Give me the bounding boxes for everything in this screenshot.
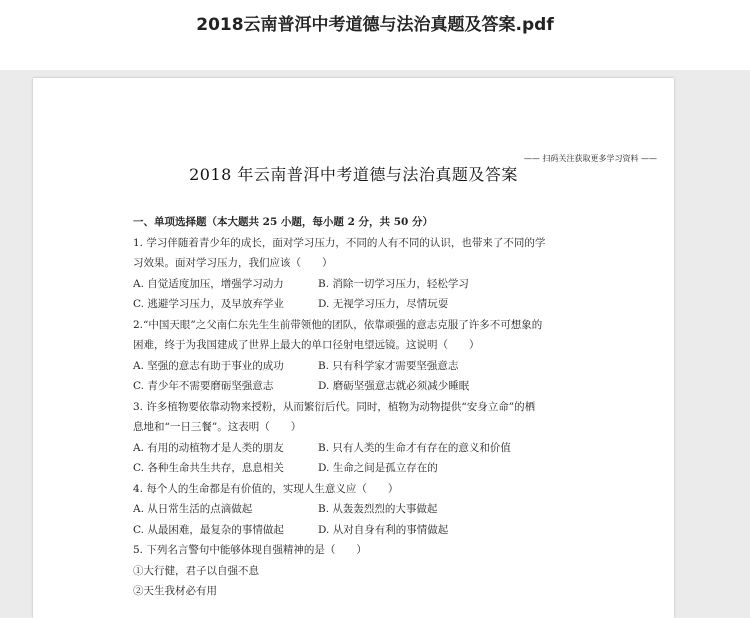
option-d: D. 生命之间是孤立存在的 [318,462,438,474]
question-5-line-1: 5. 下列名言警句中能够体现自强精神的是（ ） [133,544,367,556]
question-2-line-2: 困难，终于为我国建成了世界上最大的单口径射电望远镜。这说明（ ） [133,339,480,351]
option-a: A. 自觉适度加压，增强学习动力 [133,277,284,290]
question-3-line-2: 息地和“一日三餐”。这表明（ ） [133,421,302,433]
option-b: B. 消除一切学习压力，轻松学习 [318,277,469,290]
question-4-options-ab [133,499,633,520]
question-3-options-cd [133,458,633,479]
option-c: C. 从最困难，最复杂的事情做起 [133,523,284,536]
question-3-options-ab [133,438,633,459]
document-page [33,78,674,618]
question-5-item-1: ①大行健，君子以自强不息 [133,564,259,577]
question-4-line-1: 4. 每个人的生命都是有价值的，实现人生意义应（ ） [133,482,399,495]
option-a: A. 坚强的意志有助于事业的成功 [133,359,284,372]
option-c: C. 各种生命共生共存，息息相关 [133,462,284,474]
question-1-options-ab [133,274,633,295]
option-b: B. 只有人类的生命才有存在的意义和价值 [318,441,511,454]
question-1-line-2: 习效果。面对学习压力，我们应该（ ） [133,257,333,269]
option-d: D. 无视学习压力，尽情玩耍 [318,298,449,310]
document-content [133,212,633,602]
question-1-line-1: 1. 学习伴随着青少年的成长，面对学习压力，不同的人有不同的认识，也带来了不同的学 [133,236,546,249]
question-5-item-2: ②天生我材必有用 [133,585,217,597]
option-b: B. 从轰轰烈烈的大事做起 [318,503,438,515]
page-heading: 2018 年云南普洱中考道德与法治真题及答案 [189,165,518,184]
question-3-line-1: 3. 许多植物要依靠动物来授粉，从而繁衍后代。同时，植物为动物提供“安身立命”的栖 [133,400,536,413]
option-a: A. 从日常生活的点滴做起 [133,503,253,515]
option-d: D. 从对自身有利的事情做起 [318,523,449,536]
section-heading: 一、单项选择题（本大题共 25 小题，每小题 2 分，共 50 分） [133,216,433,228]
question-4-options-cd [133,520,633,541]
viewer-toolbar [0,0,750,70]
option-a: A. 有用的动植物才是人类的朋友 [133,441,284,454]
question-2-line-1: 2.“中国天眼”之父南仁东先生生前带领他的团队，依靠顽强的意志克服了许多不可想象的 [133,318,543,331]
document-title: 2018云南普洱中考道德与法治真题及答案.pdf [196,15,554,35]
promo-note: —— 扫码关注获取更多学习资料 —— [523,154,657,163]
option-c: C. 逃避学习压力，及早放弃学业 [133,298,284,310]
question-2-options-ab [133,356,633,377]
option-d: D. 磨砺坚强意志就必须减少睡眠 [318,380,470,392]
option-c: C. 青少年不需要磨砺坚强意志 [133,380,274,392]
question-1-options-cd [133,294,633,315]
question-2-options-cd [133,376,633,397]
option-b: B. 只有科学家才需要坚强意志 [318,359,459,372]
